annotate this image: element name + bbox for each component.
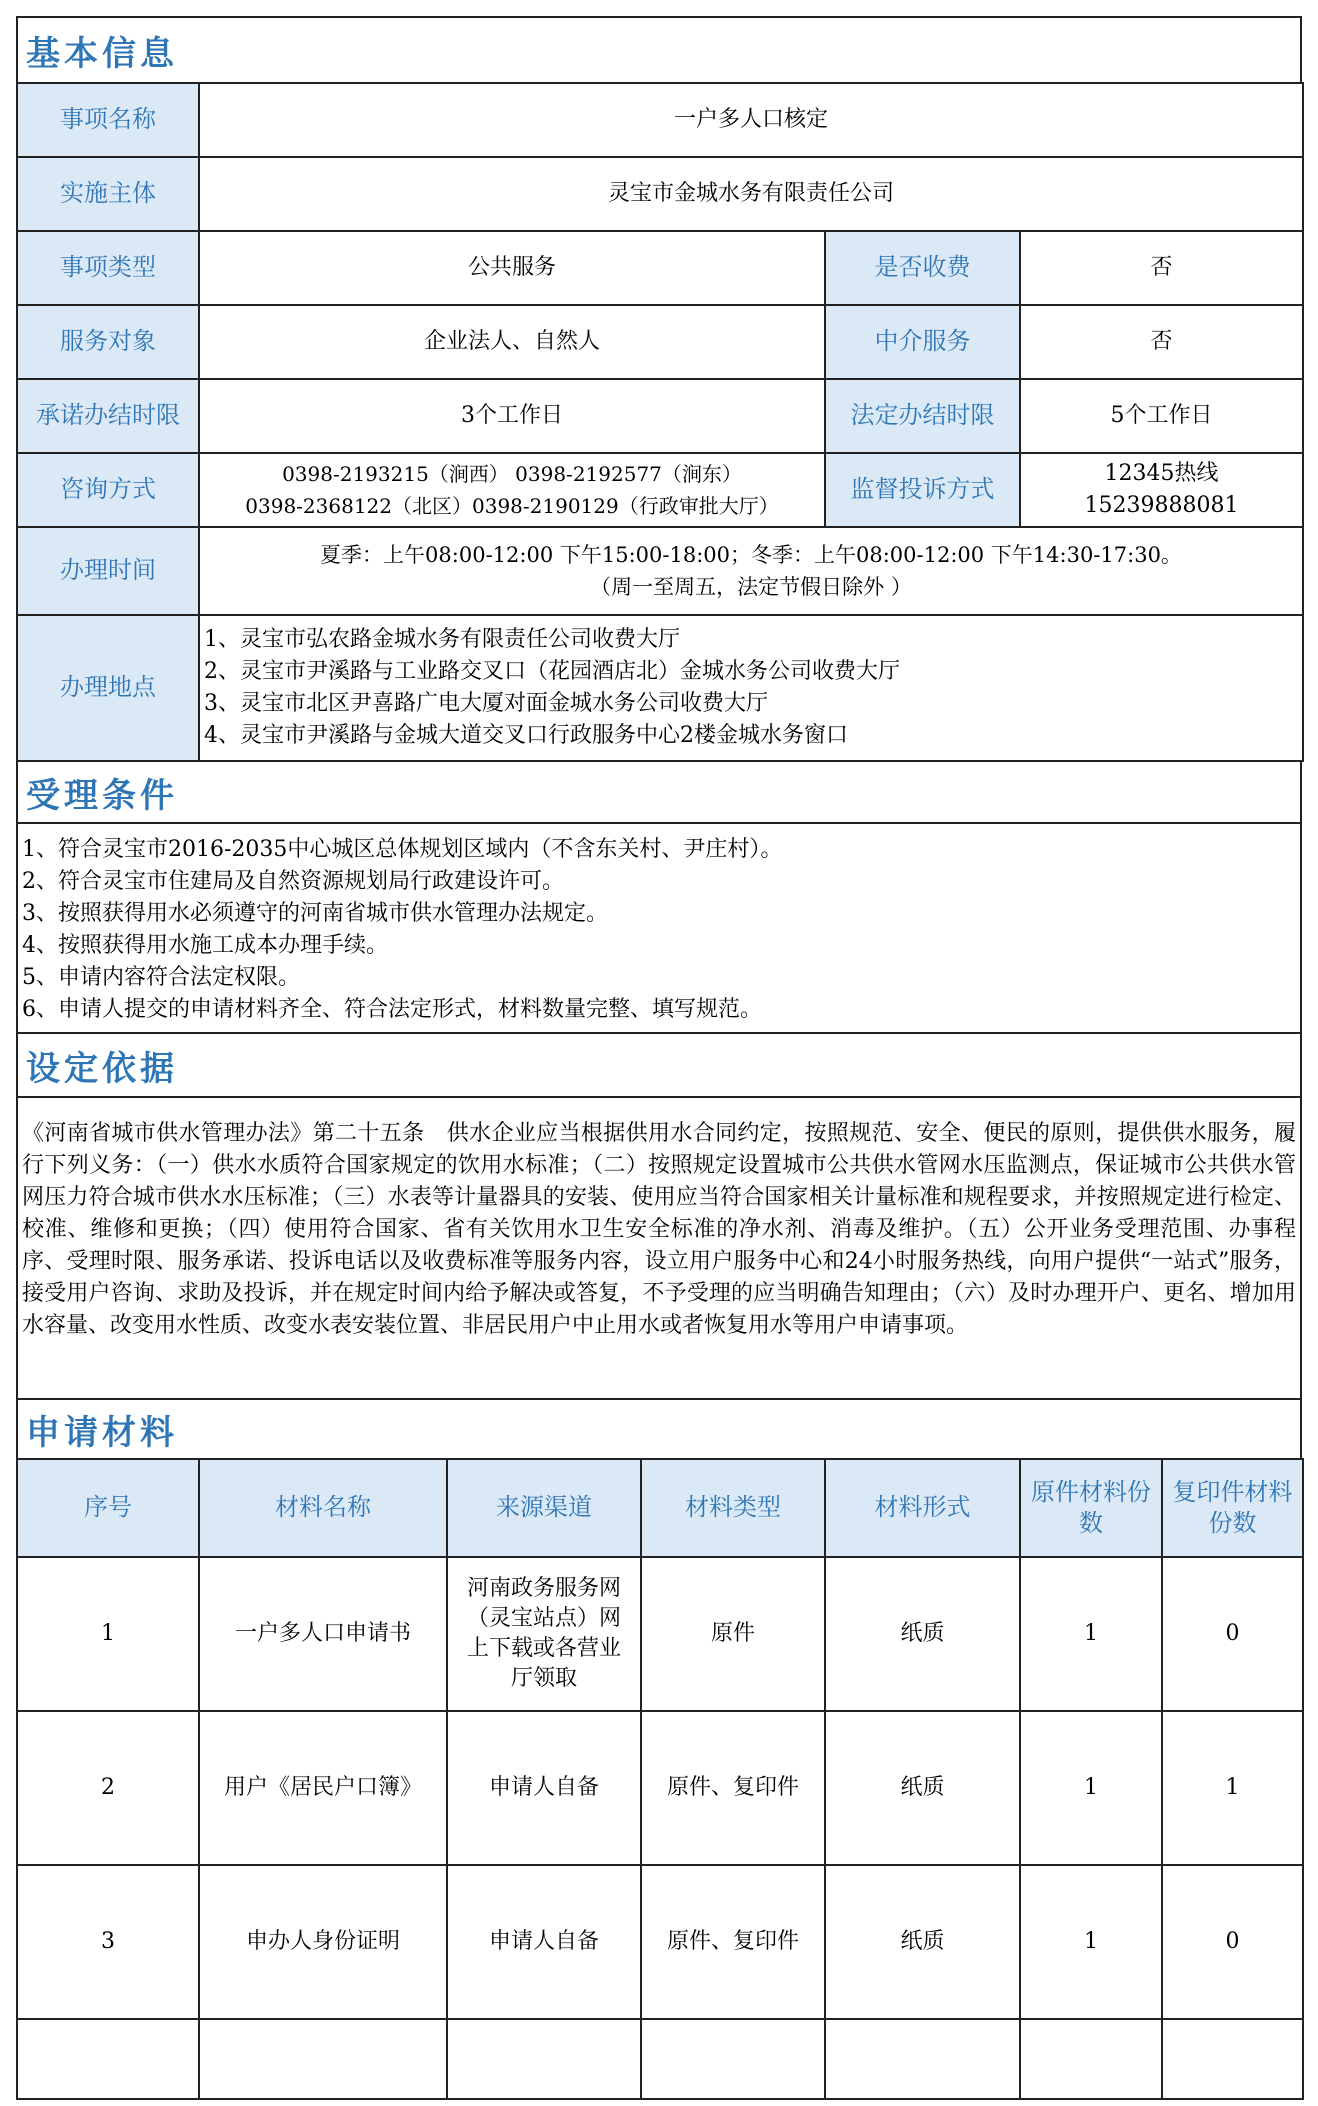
table-row [17,1557,1303,1711]
promised-time-value: 3个工作日 [199,379,825,453]
cell-name: 一户多人口申请书 [199,1557,447,1711]
fee-label: 是否收费 [825,231,1020,305]
intermediary-label: 中介服务 [825,305,1020,379]
section-basis-title: 设定依据 [16,1032,1302,1096]
condition-item: 2、符合灵宝市住建局及自然资源规划局行政建设许可。 [22,869,564,894]
location-item: 4、灵宝市尹溪路与金城大道交叉口行政服务中心2楼金城水务窗口 [204,723,848,748]
section-conditions-title: 受理条件 [16,762,1302,822]
col-header-seq: 序号 [17,1459,199,1557]
intermediary-value: 否 [1020,305,1303,379]
document [16,16,1302,2100]
hours-value [199,527,1303,615]
empty-cell [825,2019,1020,2099]
implementer-value: 灵宝市金城水务有限责任公司 [199,157,1303,231]
condition-item: 5、申请内容符合法定权限。 [22,965,300,990]
empty-cell [641,2019,825,2099]
materials-table [16,1458,1304,2100]
cell-form: 纸质 [825,1711,1020,1865]
row-time-limits [17,379,1303,453]
cell-seq: 1 [17,1557,199,1711]
cell-type: 原件、复印件 [641,1711,825,1865]
consult-line-1: 0398-2193215（涧西） 0398-2192577（涧东） [282,462,742,486]
item-type-label: 事项类型 [17,231,199,305]
col-header-copy-count: 复印件材料份数 [1162,1459,1303,1557]
service-target-value: 企业法人、自然人 [199,305,825,379]
section-basic-info-title: 基本信息 [16,16,1302,82]
complaint-label: 监督投诉方式 [825,453,1020,527]
cell-source: 河南政务服务网（灵宝站点）网上下载或各营业厅领取 [447,1557,641,1711]
item-type-value: 公共服务 [199,231,825,305]
location-label: 办理地点 [17,615,199,761]
location-item: 3、灵宝市北区尹喜路广电大厦对面金城水务公司收费大厅 [204,691,768,716]
fee-value: 否 [1020,231,1303,305]
row-item-type [17,231,1303,305]
condition-item: 6、申请人提交的申请材料齐全、符合法定形式，材料数量完整、填写规范。 [22,997,762,1022]
cell-original-count: 1 [1020,1711,1162,1865]
empty-cell [1020,2019,1162,2099]
item-name-value: 一户多人口核定 [199,83,1303,157]
consult-line-2: 0398-2368122（北区）0398-2190129（行政审批大厅） [245,494,779,518]
consult-label: 咨询方式 [17,453,199,527]
legal-time-label: 法定办结时限 [825,379,1020,453]
cell-copy-count: 1 [1162,1711,1303,1865]
col-header-original-count: 原件材料份数 [1020,1459,1162,1557]
hours-label: 办理时间 [17,527,199,615]
row-service-target [17,305,1303,379]
row-consult [17,453,1303,527]
hours-line-1: 夏季：上午08:00-12:00 下午15:00-18:00；冬季：上午08:00-12:00 下午14:30-17:30。 [320,543,1182,567]
basic-info-table [16,82,1304,762]
cell-type: 原件、复印件 [641,1865,825,2019]
service-target-label: 服务对象 [17,305,199,379]
row-implementer [17,157,1303,231]
complaint-line-1: 12345热线 [1104,461,1219,486]
empty-row [17,2019,1303,2099]
conditions-block [16,822,1302,1032]
location-item: 2、灵宝市尹溪路与工业路交叉口（花园酒店北）金城水务公司收费大厅 [204,659,900,684]
implementer-label: 实施主体 [17,157,199,231]
empty-cell [447,2019,641,2099]
cell-form: 纸质 [825,1557,1020,1711]
basis-text: 《河南省城市供水管理办法》第二十五条 供水企业应当根据供用水合同约定，按照规范、安全、便民的原则，提供供水服务，履行下列义务：（一）供水水质符合国家规定的饮用水标准；（二）按照规定设置城市公共供水管网水压监测点，保证城市公共供水管网压力符合城市供水水压标准；（三）水表等计量器具的安装、使用应当符合国家相关计量标准和规程要求，并按照规定进行检定、校准、维修和更换；（四）使用符合国家、省有关饮用水卫生安全标准的净水剂、消毒及维护。（五）公开业务受理范围、办事程序、受理时限、服务承诺、投诉电话以及收费标准等服务内容，设立用户服务中心和24小时服务热线，向用户提供“一站式”服务，接受用户咨询、求助及投诉，并在规定时间内给予解决或答复，不予受理的应当明确告知理由；（六）及时办理开户、更名、增加用水容量、改变用水性质、改变水表安装位置、非居民用户中止用水或者恢复用水等用户申请事项。 [16,1096,1302,1398]
cell-seq: 3 [17,1865,199,2019]
empty-cell [1162,2019,1303,2099]
legal-time-value: 5个工作日 [1020,379,1303,453]
cell-type: 原件 [641,1557,825,1711]
table-row [17,1711,1303,1865]
empty-cell [199,2019,447,2099]
row-hours [17,527,1303,615]
cell-seq: 2 [17,1711,199,1865]
materials-header-row [17,1459,1303,1557]
complaint-line-2: 15239888081 [1084,493,1239,518]
location-list [199,615,1303,761]
col-header-source: 来源渠道 [447,1459,641,1557]
condition-item: 3、按照获得用水必须遵守的河南省城市供水管理办法规定。 [22,901,608,926]
col-header-type: 材料类型 [641,1459,825,1557]
table-row [17,1865,1303,2019]
section-materials-title: 申请材料 [16,1398,1302,1458]
condition-item: 4、按照获得用水施工成本办理手续。 [22,933,388,958]
location-item: 1、灵宝市弘农路金城水务有限责任公司收费大厅 [204,627,680,652]
row-item-name [17,83,1303,157]
col-header-form: 材料形式 [825,1459,1020,1557]
consult-value [199,453,825,527]
col-header-name: 材料名称 [199,1459,447,1557]
row-locations [17,615,1303,761]
condition-item: 1、符合灵宝市2016-2035中心城区总体规划区域内（不含东关村、尹庄村）。 [22,837,783,862]
cell-name: 申办人身份证明 [199,1865,447,2019]
hours-line-2: （周一至周五，法定节假日除外 ） [590,575,912,599]
complaint-value [1020,453,1303,527]
promised-time-label: 承诺办结时限 [17,379,199,453]
cell-original-count: 1 [1020,1865,1162,2019]
cell-copy-count: 0 [1162,1865,1303,2019]
cell-original-count: 1 [1020,1557,1162,1711]
cell-source: 申请人自备 [447,1711,641,1865]
cell-name: 用户《居民户口簿》 [199,1711,447,1865]
empty-cell [17,2019,199,2099]
item-name-label: 事项名称 [17,83,199,157]
cell-copy-count: 0 [1162,1557,1303,1711]
cell-source: 申请人自备 [447,1865,641,2019]
cell-form: 纸质 [825,1865,1020,2019]
